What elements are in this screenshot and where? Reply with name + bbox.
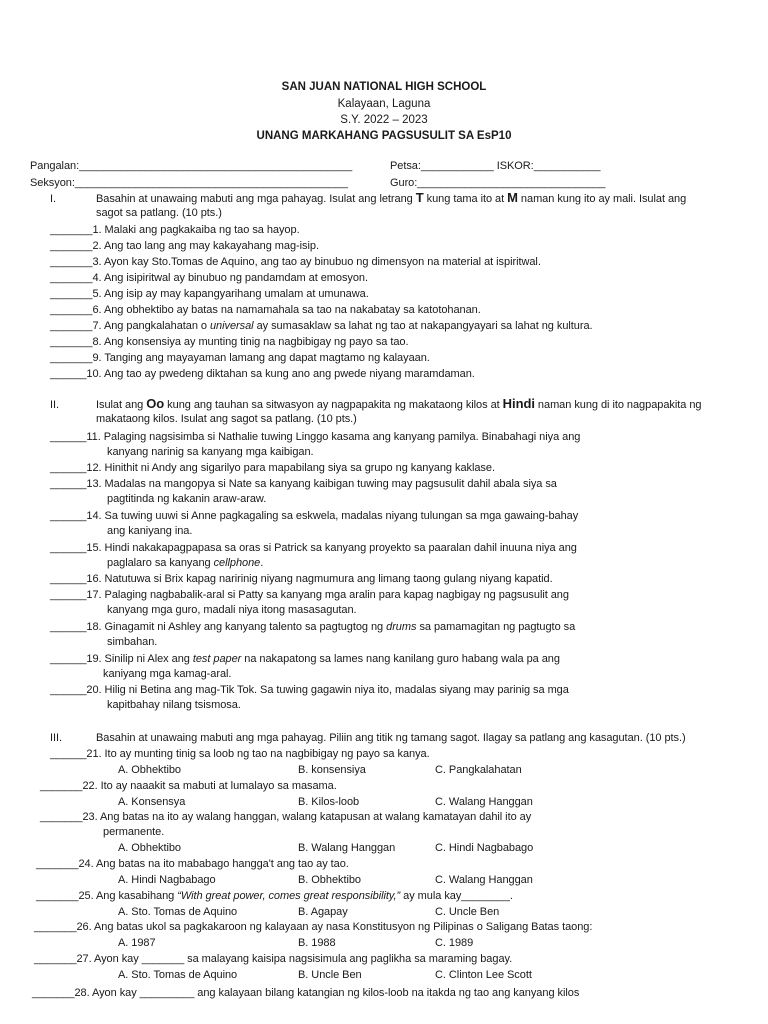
choice-24-c[interactable]: C. Walang Hanggan [435, 874, 533, 886]
choice-27-b[interactable]: B. Uncle Ben [298, 969, 362, 981]
choice-21-a[interactable]: A. Obhektibo [118, 764, 181, 776]
question-22[interactable]: _______22. Ito ay naaakit sa mabuti at lumalayo sa masama. [40, 780, 337, 792]
question-19[interactable]: ______19. Sinilip ni Alex ang test paper na nakapatong sa lames nang kanilang guro habang wala pa ang [50, 653, 560, 665]
question-14[interactable]: ______14. Sa tuwing uuwi si Anne pagkagaling sa eskwela, madalas niyang tulungan sa mga gawaing-bahay [50, 510, 579, 522]
question-20[interactable]: ______20. Hilig ni Betina ang mag-Tik Tok. Sa tuwing gagawin niya ito, madalas siyang may parinig sa mga [50, 684, 569, 696]
part1-instruction-cont: sagot sa patlang. (10 pts.) [96, 207, 222, 219]
choice-23-b[interactable]: B. Walang Hanggan [298, 842, 396, 854]
choice-26-c[interactable]: C. 1989 [435, 937, 474, 949]
question-11-cont: kanyang narinig sa kanyang mga kaibigan. [107, 446, 314, 458]
date-score-field[interactable]: Petsa:____________ ISKOR:___________ [390, 160, 601, 172]
section-field[interactable]: Seksyon:_____________________________________________ [30, 177, 348, 189]
question-17-cont: kanyang mga guro, madali niya itong masasagutan. [107, 604, 357, 616]
teacher-field[interactable]: Guro:_______________________________ [390, 177, 606, 189]
school-year: S.Y. 2022 – 2023 [340, 114, 428, 126]
choice-27-a[interactable]: A. Sto. Tomas de Aquino [118, 969, 238, 981]
name-field[interactable]: Pangalan:_____________________________________________ [30, 160, 353, 172]
question-18-cont: simbahan. [107, 636, 158, 648]
question-9[interactable]: _______9. Tanging ang mayayaman lamang ang dapat magtamo ng kalayaan. [50, 352, 430, 364]
question-15[interactable]: ______15. Hindi nakakapagpapasa sa oras si Patrick sa kanyang proyekto sa paaralan dahil inuuna niya ang [50, 542, 577, 554]
question-5[interactable]: _______5. Ang isip ay may kapangyarihang umalam at umunawa. [50, 288, 369, 300]
school-location: Kalayaan, Laguna [337, 98, 431, 110]
choice-21-b[interactable]: B. konsensiya [298, 764, 366, 776]
question-3[interactable]: _______3. Ayon kay Sto.Tomas de Aquino, ang tao ay binubuo ng dimensyon na material at ispiritwal. [50, 256, 541, 268]
part2-instruction: Isulat ang Oo kung ang tauhan sa sitwasyon ay nagpapakita ng makataong kilos at Hindi naman kung di ito nagpapakita ng [96, 396, 702, 411]
question-20-cont: kapitbahay nilang tsismosa. [107, 699, 241, 711]
question-26[interactable]: _______26. Ang batas ukol sa pagkakaroon ng kalayaan ay nasa Konstitusyon ng Pilipinas o Saligang Batas taong: [34, 921, 593, 933]
question-12[interactable]: ______12. Hinithit ni Andy ang sigarilyo para mapabilang siya sa grupo ng kanyang kaklase. [50, 462, 495, 474]
letter-m: M [507, 190, 518, 205]
question-19-cont: kaniyang mga kamag-aral. [103, 668, 232, 680]
exam-title: UNANG MARKAHANG PAGSUSULIT SA EsP10 [256, 130, 512, 142]
choice-22-b[interactable]: B. Kilos-loob [298, 796, 360, 808]
question-11[interactable]: ______11. Palaging nagsisimba si Nathalie tuwing Linggo kasama ang kanyang pamilya. Binabahagi niya ang [50, 431, 581, 443]
choice-23-a[interactable]: A. Obhektibo [118, 842, 181, 854]
choice-27-c[interactable]: C. Clinton Lee Scott [435, 969, 532, 981]
choice-25-c[interactable]: C. Uncle Ben [435, 906, 500, 918]
part3-instruction: Basahin at unawaing mabuti ang mga pahayag. Piliin ang titik ng tamang sagot. Ilagay sa patlang ang kasagutan. (10 pts.) [96, 732, 686, 744]
question-8[interactable]: _______8. Ang konsensiya ay munting tinig na nagbibigay ng payo sa tao. [50, 336, 409, 348]
choice-22-c[interactable]: C. Walang Hanggan [435, 796, 533, 808]
question-1[interactable]: _______1. Malaki ang pagkakaiba ng tao sa hayop. [50, 224, 300, 236]
part2-numeral: II. [50, 399, 60, 411]
question-13-cont: pagtitinda ng kakanin araw-araw. [107, 493, 267, 505]
question-7[interactable]: _______7. Ang pangkalahatan o universal ay sumasaklaw sa lahat ng tao at nakapangyayari sa lahat ng kultura. [50, 320, 593, 332]
part2-instruction-cont: makataong kilos. Isulat ang sagot sa patlang. (10 pts.) [96, 413, 357, 425]
question-24[interactable]: _______24. Ang batas na ito mababago hangga't ang tao ay tao. [36, 858, 349, 870]
question-18[interactable]: ______18. Ginagamit ni Ashley ang kanyang talento sa pagtugtog ng drums sa pamamagitan ng pagtugto sa [50, 621, 576, 633]
question-25[interactable]: _______25. Ang kasabihang “With great power, comes great responsibility,” ay mula kay________. [36, 890, 513, 902]
word-oo: Oo [146, 396, 165, 411]
question-17[interactable]: ______17. Palaging nagbabalik-aral si Patty sa kanyang mga aralin para kapag nagbigay ng pagsusulit ang [50, 589, 569, 601]
letter-t: T [415, 190, 424, 205]
question-14-cont: ang kaniyang ina. [107, 525, 193, 537]
question-28[interactable]: _______28. Ayon kay _________ ang kalayaan bilang katangian ng kilos-loob na itakda ng tao ang kanyang kilos [32, 987, 580, 999]
choice-24-b[interactable]: B. Obhektibo [298, 874, 361, 886]
question-21[interactable]: ______21. Ito ay munting tinig sa loob ng tao na nagbibigay ng payo sa kanya. [50, 748, 430, 760]
question-6[interactable]: _______6. Ang obhektibo ay batas na namamahala sa tao na nakabatay sa katotohanan. [50, 304, 481, 316]
choice-26-a[interactable]: A. 1987 [118, 937, 156, 949]
word-hindi: Hindi [502, 396, 535, 411]
choice-22-a[interactable]: A. Konsensya [118, 796, 186, 808]
question-23-cont: permanente. [103, 826, 165, 838]
school-name: SAN JUAN NATIONAL HIGH SCHOOL [281, 81, 487, 93]
part3-numeral: III. [50, 732, 63, 744]
question-27[interactable]: _______27. Ayon kay _______ sa malayang kaisipa nagsisimula ang paglikha sa maraming bagay. [34, 953, 513, 965]
question-2[interactable]: _______2. Ang tao lang ang may kakayahang mag-isip. [50, 240, 319, 252]
choice-25-b[interactable]: B. Agapay [298, 906, 348, 918]
question-13[interactable]: ______13. Madalas na mangopya si Nate sa kanyang kaibigan tuwing may pagsusulit dahil abala siya sa [50, 478, 557, 490]
question-4[interactable]: _______4. Ang isipiritwal ay binubuo ng pandamdam at emosyon. [50, 272, 368, 284]
question-16[interactable]: ______16. Natutuwa si Brix kapag naririnig niyang nagmumura ang limang taong gulang niyang kapatid. [50, 573, 553, 585]
question-23[interactable]: _______23. Ang batas na ito ay walang hanggan, walang katapusan at walang kamatayan dahil ito ay [40, 811, 532, 823]
choice-23-c[interactable]: C. Hindi Nagbabago [435, 842, 534, 854]
choice-26-b[interactable]: B. 1988 [298, 937, 336, 949]
choice-25-a[interactable]: A. Sto. Tomas de Aquino [118, 906, 238, 918]
part1-numeral: I. [50, 193, 57, 205]
part1-instruction: Basahin at unawaing mabuti ang mga pahayag. Isulat ang letrang T kung tama ito at M naman kung ito ay mali. Isulat ang [96, 190, 687, 205]
choice-24-a[interactable]: A. Hindi Nagbabago [118, 874, 216, 886]
choice-21-c[interactable]: C. Pangkalahatan [435, 764, 522, 776]
question-15-cont: paglalaro sa kanyang cellphone. [107, 557, 264, 569]
question-10[interactable]: ______10. Ang tao ay pwedeng diktahan sa kung ano ang pwede niyang maramdaman. [50, 368, 475, 380]
